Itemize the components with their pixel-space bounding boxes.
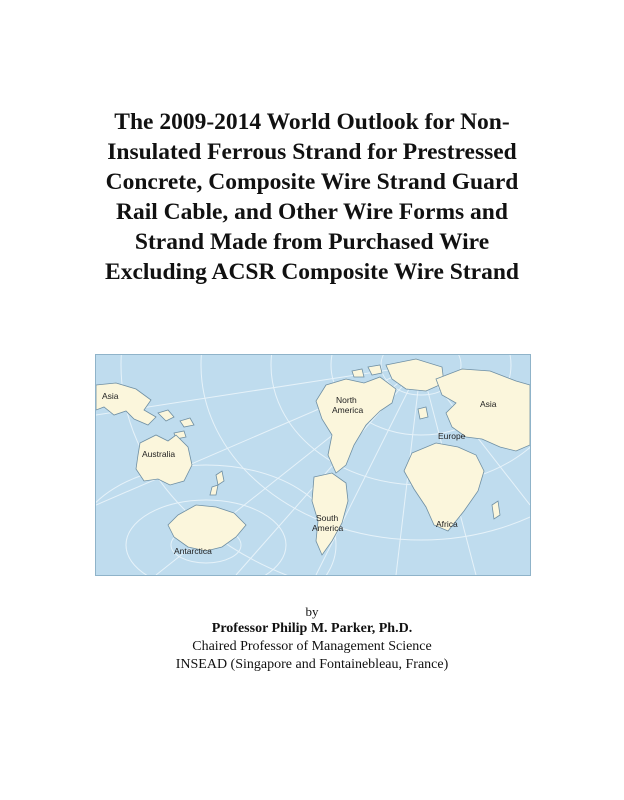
title-line: Insulated Ferrous Strand for Prestressed <box>107 139 517 165</box>
arctic-islands <box>352 365 382 377</box>
antarctica-landmass <box>168 505 246 551</box>
author-name: Professor Philip M. Parker, Ph.D. <box>211 621 413 636</box>
map-label-north-america-2: America <box>332 405 364 415</box>
map-label-asia-left: Asia <box>102 391 119 401</box>
asia-left-landmass <box>96 383 156 425</box>
title-line: Rail Cable, and Other Wire Forms and <box>116 199 508 225</box>
title-line: The 2009-2014 World Outlook for Non- <box>114 109 510 135</box>
author-position: Chaired Professor of Management Science <box>192 639 432 654</box>
map-label-asia-right: Asia <box>480 399 497 409</box>
australia-landmass <box>136 435 192 485</box>
madagascar <box>492 501 500 519</box>
world-map-graphic <box>96 355 530 575</box>
map-label-australia: Australia <box>142 449 176 459</box>
new-zealand <box>210 471 224 495</box>
author-block <box>0 604 624 674</box>
map-label-africa: Africa <box>436 519 458 529</box>
by-label: by <box>305 604 319 619</box>
world-map <box>95 354 531 576</box>
africa-landmass <box>404 443 484 531</box>
title-line: Excluding ACSR Composite Wire Strand <box>105 259 519 285</box>
uk-islands <box>418 407 428 419</box>
title-line: Concrete, Composite Wire Strand Guard <box>105 169 519 195</box>
map-label-south-america-2: America <box>312 523 344 533</box>
map-label-europe: Europe <box>438 431 466 441</box>
map-label-antarctica: Antarctica <box>174 546 212 556</box>
author-affiliation: INSEAD (Singapore and Fontainebleau, France) <box>175 657 449 672</box>
book-title <box>40 107 584 287</box>
title-line: Strand Made from Purchased Wire <box>134 229 490 255</box>
map-label-south-america-1: South <box>316 513 339 523</box>
map-label-north-america-1: North <box>336 395 357 405</box>
